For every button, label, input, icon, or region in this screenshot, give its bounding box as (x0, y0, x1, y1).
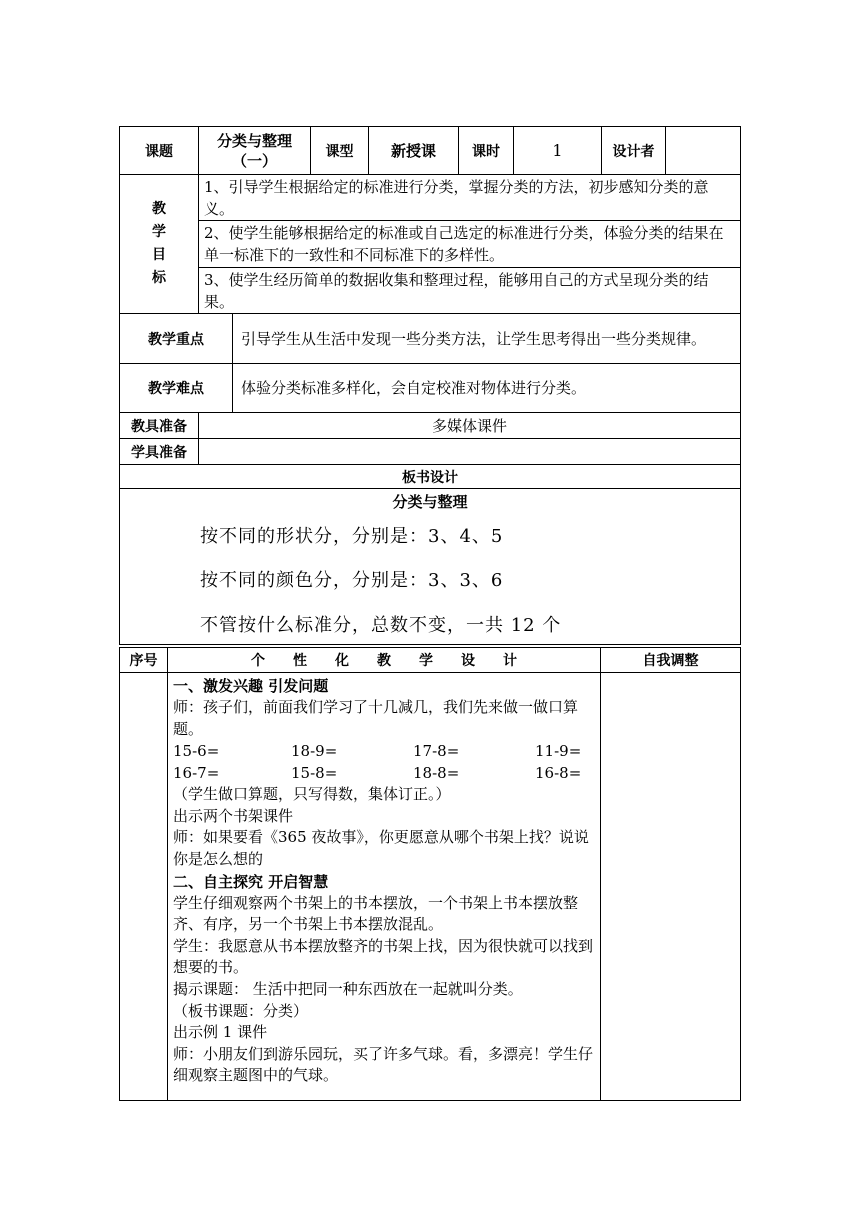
exercise-item: 11-9= (535, 742, 582, 761)
key-point-text: 引导学生从生活中发现一些分类方法，让学生思考得出一些分类规律。 (233, 314, 741, 364)
exercise-item: 18-9= (291, 742, 338, 761)
seq-cell (120, 673, 168, 1101)
type-label: 课型 (311, 127, 369, 175)
plan-paragraph: 学生：我愿意从书本摆放整齐的书架上找，因为很快就可以找到想要的书。 (173, 936, 594, 977)
board-label: 板书设计 (120, 465, 741, 489)
plan-paragraph: 出示例 1 课件 (173, 1023, 268, 1042)
plan-paragraph: （板书课题：分类） (173, 1001, 309, 1020)
board-line-3: 不管按什么标准分，总数不变，一共 12 个 (200, 615, 562, 636)
goal-row-3 (120, 268, 741, 314)
student-tools-row (120, 439, 741, 465)
goal-row-1 (120, 175, 741, 221)
plan-paragraph: 师：如果要看《365 夜故事》，你更愿意从哪个书架上找？说说你是怎么想的 (173, 828, 589, 868)
exercise-item: 18-8= (413, 764, 460, 783)
adjust-cell (601, 673, 741, 1101)
board-line-2: 按不同的颜色分，分别是：3、3、6 (200, 570, 504, 591)
exercise-item: 15-6= (173, 742, 220, 761)
plan-paragraph: 师：小朋友们到游乐园玩，买了许多气球。看，多漂亮！学生仔细观察主题图中的气球。 (173, 1044, 594, 1085)
goals-label-char: 学 (152, 224, 166, 240)
topic-value-line2: （一） (232, 151, 278, 170)
exercise-item: 16-8= (535, 764, 582, 783)
goal-row-2 (120, 221, 741, 268)
type-value: 新授课 (369, 127, 459, 175)
topic-label: 课题 (120, 127, 199, 175)
student-tools-value (199, 439, 741, 465)
goal-item-1: 1、引导学生根据给定的标准进行分类，掌握分类的方法，初步感知分类的意义。 (199, 175, 741, 221)
goals-label-char: 教 (152, 201, 166, 217)
plan-body-row (120, 673, 741, 1101)
exercise-grid (173, 740, 594, 784)
board-content (120, 489, 741, 645)
design-label: 个 性 化 教 学 设 计 (168, 648, 601, 673)
header-row (120, 127, 741, 175)
difficulty-label: 教学难点 (120, 364, 233, 413)
goals-label (120, 175, 199, 314)
plan-content (168, 673, 601, 1101)
plan-paragraph: （学生做口算题，只写得数，集体订正。） (173, 785, 451, 804)
exercise-item: 16-7= (173, 764, 220, 783)
goals-label-char: 目 (152, 247, 166, 263)
key-point-row (120, 314, 741, 364)
designer-value (666, 127, 741, 175)
section1-title: 一、激发兴趣 引发问题 (173, 677, 329, 695)
board-title: 分类与整理 (392, 493, 468, 511)
plan-paragraph: 学生仔细观察两个书架上的书本摆放，一个书架上书本摆放整齐、有序，另一个书架上书本摆放混乱。 (173, 893, 579, 934)
exercise-item: 15-8= (291, 764, 338, 783)
seq-label: 序号 (120, 648, 168, 673)
lesson-plan-table (119, 647, 741, 1101)
goal-item-2: 2、使学生能够根据给定的标准或自己选定的标准进行分类，体验分类的结果在单一标准下的一致性和不同标准下的多样性。 (199, 221, 741, 268)
topic-value (199, 127, 311, 175)
key-point-label: 教学重点 (120, 314, 233, 364)
difficulty-text: 体验分类标准多样化，会自定校准对物体进行分类。 (233, 364, 741, 413)
teacher-tools-row (120, 413, 741, 439)
board-content-row (120, 489, 741, 645)
exercise-item: 17-8= (413, 742, 460, 761)
teacher-tools-value: 多媒体课件 (199, 413, 741, 439)
adjust-label: 自我调整 (601, 648, 741, 673)
goal-item-3: 3、使学生经历简单的数据收集和整理过程，能够用自己的方式呈现分类的结果。 (199, 268, 741, 314)
student-tools-label: 学具准备 (120, 439, 199, 465)
designer-label: 设计者 (602, 127, 666, 175)
plan-header-row (120, 648, 741, 673)
teacher-tools-label: 教具准备 (120, 413, 199, 439)
topic-value-line1: 分类与整理 (217, 131, 293, 150)
plan-paragraph: 揭示课题： 生活中把同一种东西放在一起就叫分类。 (173, 979, 523, 998)
board-line-1: 按不同的形状分，分别是：3、4、5 (200, 526, 504, 547)
plan-paragraph: 出示两个书架课件 (173, 806, 294, 825)
hours-value: 1 (514, 127, 602, 175)
difficulty-row (120, 364, 741, 413)
plan-paragraph: 师：孩子们，前面我们学习了十几减几，我们先来做一做口算题。 (173, 698, 579, 738)
hours-label: 课时 (459, 127, 514, 175)
goals-label-char: 标 (152, 270, 166, 286)
board-label-row (120, 465, 741, 489)
lesson-info-table (119, 126, 741, 645)
section2-title: 二、自主探究 开启智慧 (173, 872, 329, 891)
